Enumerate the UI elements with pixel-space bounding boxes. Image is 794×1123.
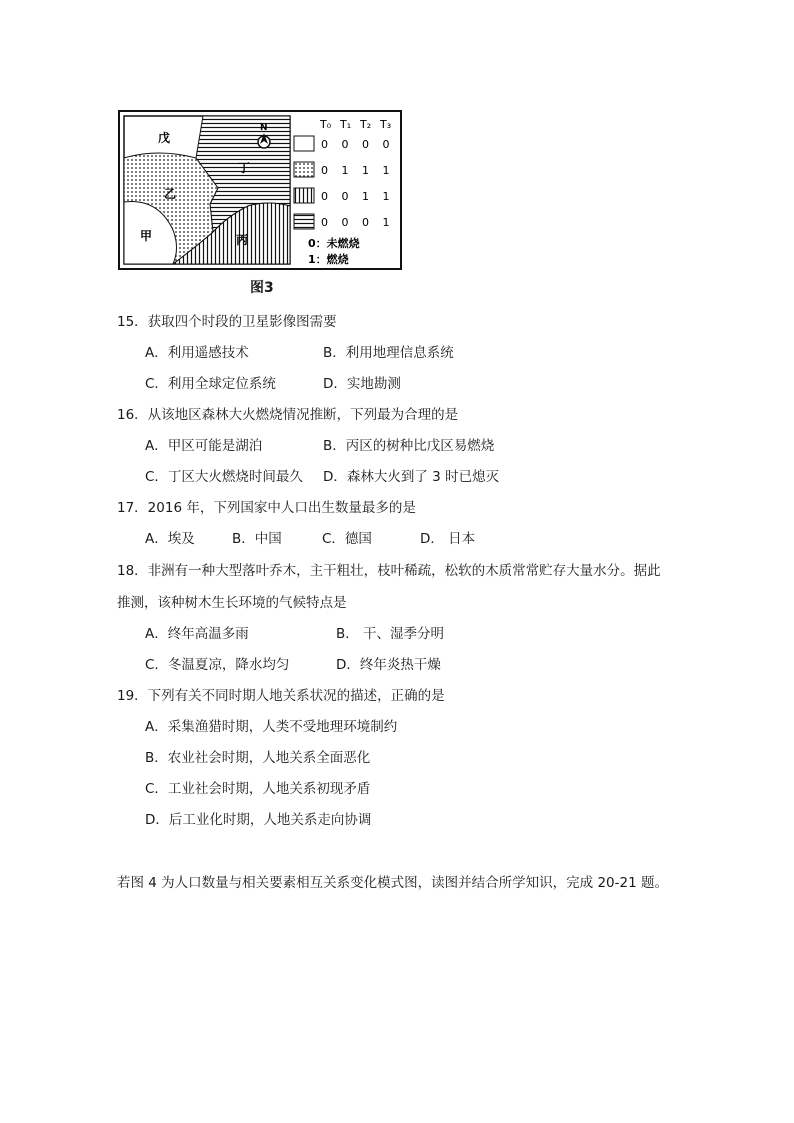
legend-row-values: 0 0 0 1 [321,216,390,229]
question-17-option-c: C．德国 [322,531,372,547]
intro-questions-20-21: 若图 4 为人口数量与相关要素相互关系变化模式图，读图并结合所学知识，完成 20-21 题。 [117,875,668,891]
label-yi: 乙 [164,187,177,201]
legend-header-t2: T₂ [360,118,372,131]
question-16-option-a: A．甲区可能是湖泊 [145,438,263,454]
figure-3-map [118,110,402,270]
legend-swatch-horizontal [294,214,314,229]
question-16-stem: 16．从该地区森林大火燃烧情况推断，下列最为合理的是 [117,407,459,423]
forest-fire-map [118,110,402,270]
legend-row-values: 0 0 0 0 [321,138,390,151]
legend-swatch-dots [294,162,314,177]
question-18-stem-continued: 推测，该种树木生长环境的气候特点是 [117,595,347,611]
legend-row-values: 0 0 1 1 [321,190,390,203]
legend-header-t1: T₁ [340,118,352,131]
label-ding: 丁 [238,161,251,175]
label-jia: 甲 [140,229,153,243]
question-19-option-a: A．采集渔猎时期，人类不受地理环境制约 [145,719,398,735]
question-17-stem: 17．2016 年，下列国家中人口出生数量最多的是 [117,500,416,516]
question-19-option-d: D．后工业化时期，人地关系走向协调 [145,812,372,828]
question-17-option-b: B．中国 [232,531,282,547]
question-18-option-c: C．冬温夏凉，降水均匀 [145,657,290,673]
label-bing: 丙 [236,233,249,247]
question-17-option-a: A．埃及 [145,531,195,547]
question-18-option-d: D．终年炎热干燥 [336,657,441,673]
legend-header-t3: T₃ [380,118,392,131]
question-18-option-a: A．终年高温多雨 [145,626,249,642]
question-15-option-d: D．实地勘测 [323,376,401,392]
north-label: N [260,123,268,133]
question-19-stem: 19．下列有关不同时期人地关系状况的描述，正确的是 [117,688,445,704]
question-16-option-c: C．丁区大火燃烧时间最久 [145,469,303,485]
question-15-stem: 15．获取四个时段的卫星影像图需要 [117,314,337,330]
question-15-option-b: B．利用地理信息系统 [323,345,454,361]
legend-note-burned: 1：燃烧 [308,253,349,266]
question-19-option-c: C．工业社会时期，人地关系初现矛盾 [145,781,371,797]
legend-header-t0: T₀ [320,118,332,131]
question-18-option-b: B． 干、湿季分明 [336,626,445,642]
question-16-option-b: B．丙区的树种比戊区易燃烧 [323,438,495,454]
legend-swatch-vertical [294,188,314,203]
question-16-option-d: D．森林大火到了 3 时已熄灭 [323,469,500,485]
question-15-option-a: A．利用遥感技术 [145,345,249,361]
question-17-option-d: D． 日本 [420,531,476,547]
legend-note-unburned: 0：未燃烧 [308,237,360,250]
legend-swatch-blank [294,136,314,151]
legend-row-values: 0 1 1 1 [321,164,390,177]
figure-caption: 图3 [250,280,274,296]
question-15-option-c: C．利用全球定位系统 [145,376,276,392]
question-18-stem: 18．非洲有一种大型落叶乔木，主干粗壮，枝叶稀疏，松软的木质常常贮存大量水分。据此 [117,563,661,579]
question-19-option-b: B．农业社会时期，人地关系全面恶化 [145,750,371,766]
label-wu: 戊 [158,131,171,145]
